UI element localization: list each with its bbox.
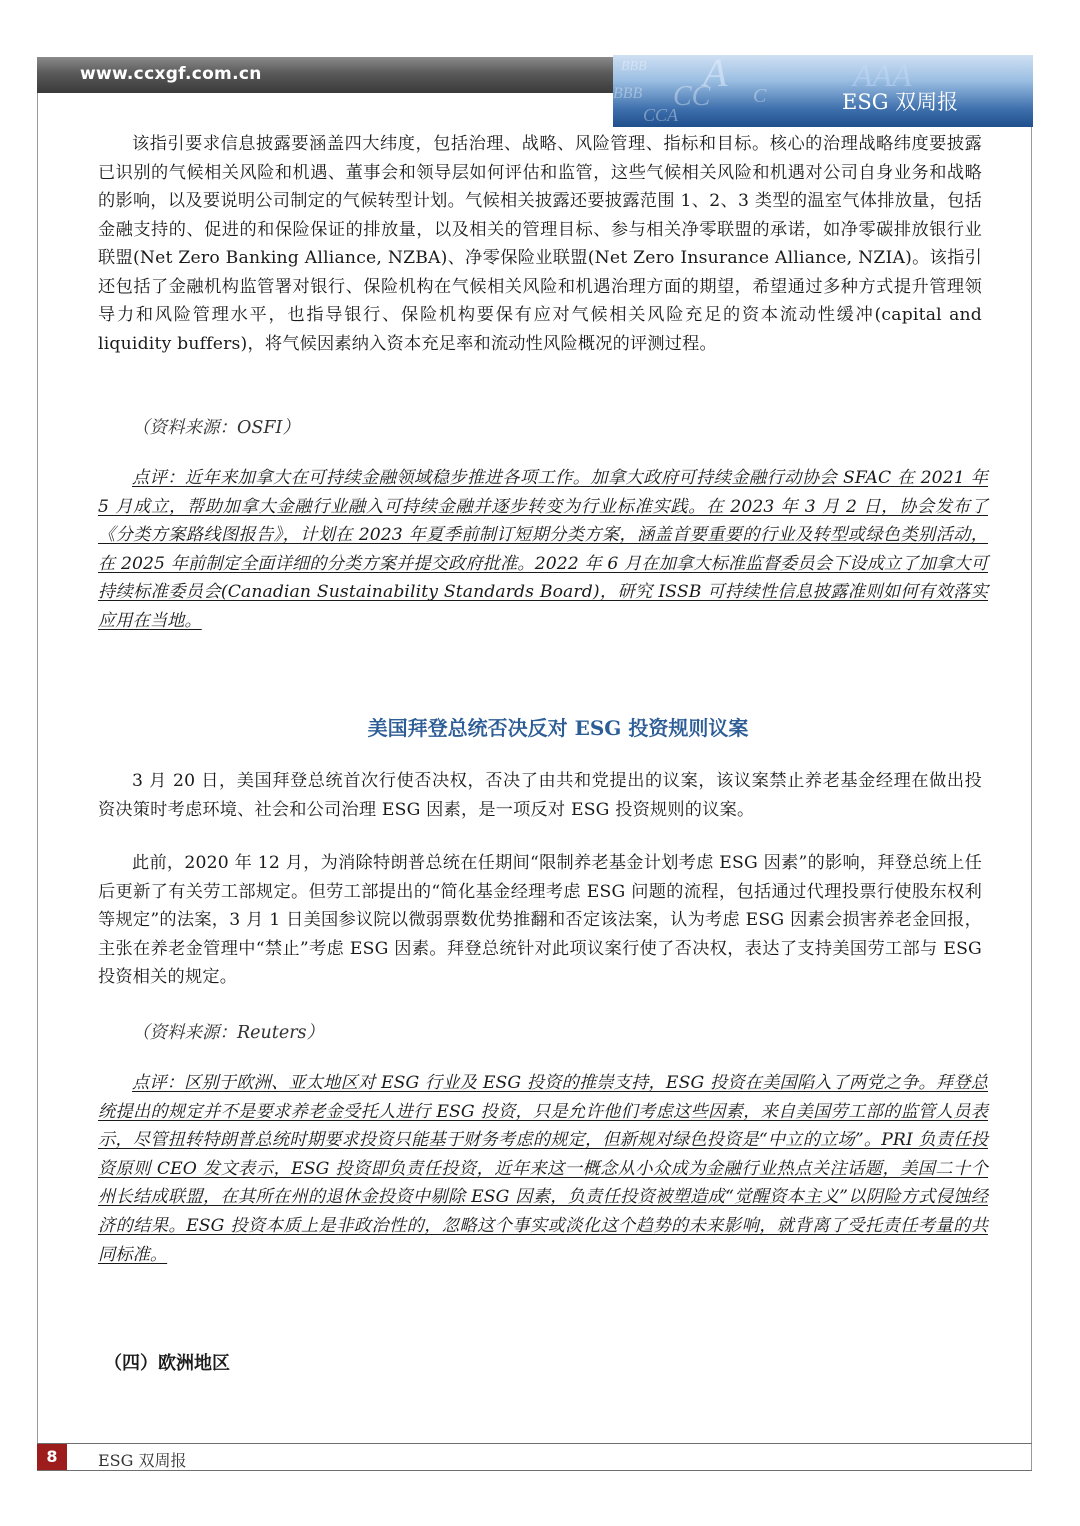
- header-url[interactable]: www.ccxgf.com.cn: [80, 64, 262, 84]
- body-paragraph: 3 月 20 日，美国拜登总统首次行使否决权，否决了由共和党提出的议案，该议案禁止养老基金经理在做出投资决策时考虑环境、社会和公司治理 ESG 因素，是一项反对 ESG 投资规则的议案。: [98, 771, 982, 820]
- footer-publication-title: ESG 双周报: [98, 1451, 187, 1470]
- banner-pattern: AAA: [853, 57, 912, 93]
- comment-paragraph: 点评：近年来加拿大在可持续金融领域稳步推进各项工作。加拿大政府可持续金融行动协会 SFAC 在 2021 年 5 月成立，帮助加拿大金融行业融入可持续金融并逐步转变为行业标准实践。在 2023 年 3 月 2 日，协会发布了《分类方案路线图报告》，计划在 2023 年夏季前制订短期分类方案，涵盖首要重要的行业及转型或绿色类别活动，在 2025 年前制定全面详细的分类方案并提交政府批准。2022 年 6 月在加拿大标准监督委员会下设成立了加拿大可持续标准委员会(Canadian Sustainability Standards Board)，研究 ISSB 可持续性信息披露准则如何有效落实应用在当地。: [98, 468, 988, 631]
- region-heading: （四）欧洲地区: [104, 1353, 230, 1374]
- header-banner: [613, 55, 1033, 127]
- body-paragraph: 此前，2020 年 12 月，为消除特朗普总统在任期间“限制养老基金计划考虑 ESG 因素”的影响，拜登总统上任后更新了有关劳工部规定。但劳工部提出的“简化基金经理考虑 ESG 问题的流程，包括通过代理投票行使股东权利等规定”的法案，3 月 1 日美国参议院以微弱票数优势推翻和否定该法案，认为考虑 ESG 因素会损害养老金回报，主张在养老金管理中“禁止”考虑 ESG 因素。拜登总统针对此项议案行使了否决权，表达了支持美国劳工部与 ESG 投资相关的规定。: [98, 853, 982, 987]
- comment-paragraph: 点评：区别于欧洲、亚太地区对 ESG 行业及 ESG 投资的推崇支持，ESG 投资在美国陷入了两党之争。拜登总统提出的规定并不是要求养老金受托人进行 ESG 投资，只是允许他们考虑这些因素，来自美国劳工部的监管人员表示，尽管扭转特朗普总统时期要求投资只能基于财务考虑的规定，但新规对绿色投资是“中立的立场”。PRI 负责任投资原则 CEO 发文表示，ESG 投资即负责任投资，近年来这一概念从小众成为金融行业热点关注话题，美国二十个州长结成联盟，在其所在州的退休金投资中剔除 ESG 因素，负责任投资被塑造成“觉醒资本主义”以阴险方式侵蚀经济的结果。ESG 投资本质上是非政治性的，忽略这个事实或淡化这个趋势的未来影响，就背离了受托责任考量的共同标准。: [98, 1073, 988, 1265]
- source-note: （资料来源：OSFI）: [132, 418, 300, 438]
- banner-pattern: CCA: [643, 105, 679, 125]
- banner-pattern: A: [703, 55, 728, 95]
- page-frame-right: [1031, 92, 1032, 1470]
- banner-pattern: BBB: [613, 85, 643, 102]
- source-note: （资料来源：Reuters）: [132, 1023, 325, 1043]
- body-paragraph: 该指引要求信息披露要涵盖四大纬度，包括治理、战略、风险管理、指标和目标。核心的治理战略纬度要披露已识别的气候相关风险和机遇、董事会和领导层如何评估和监管，这些气候相关风险和机遇对公司自身业务和战略的影响，以及要说明公司制定的气候转型计划。气候相关披露还要披露范围 1、2、3 类型的温室气体排放量，包括金融支持的、促进的和保险保证的排放量，以及相关的管理目标、参与相关净零联盟的承诺，如净零碳排放银行业联盟(Net Zero Banking Alliance, NZBA)、净零保险业联盟(Net Zero Insurance Alliance, NZIA)。该指引还包括了金融机构监管署对银行、保险机构在气候相关风险和机遇治理方面的期望，希望通过多种方式提升管理领导力和风险管理水平，也指导银行、保险机构要保有应对气候相关风险充足的资本流动性缓冲(capital and liquidity buffers)，将气候因素纳入资本充足率和流动性风险概况的评测过程。: [98, 134, 982, 354]
- footer-rule: [37, 1443, 1032, 1444]
- section-title: 美国拜登总统否决反对 ESG 投资规则议案: [367, 716, 749, 740]
- page-number: 8: [37, 1444, 67, 1470]
- banner-pattern: BBB: [621, 59, 647, 74]
- page-frame-left: [37, 92, 38, 1470]
- banner-pattern: CC: [673, 81, 711, 112]
- banner-pattern: C: [753, 85, 767, 107]
- header-publication-title: ESG 双周报: [842, 90, 959, 114]
